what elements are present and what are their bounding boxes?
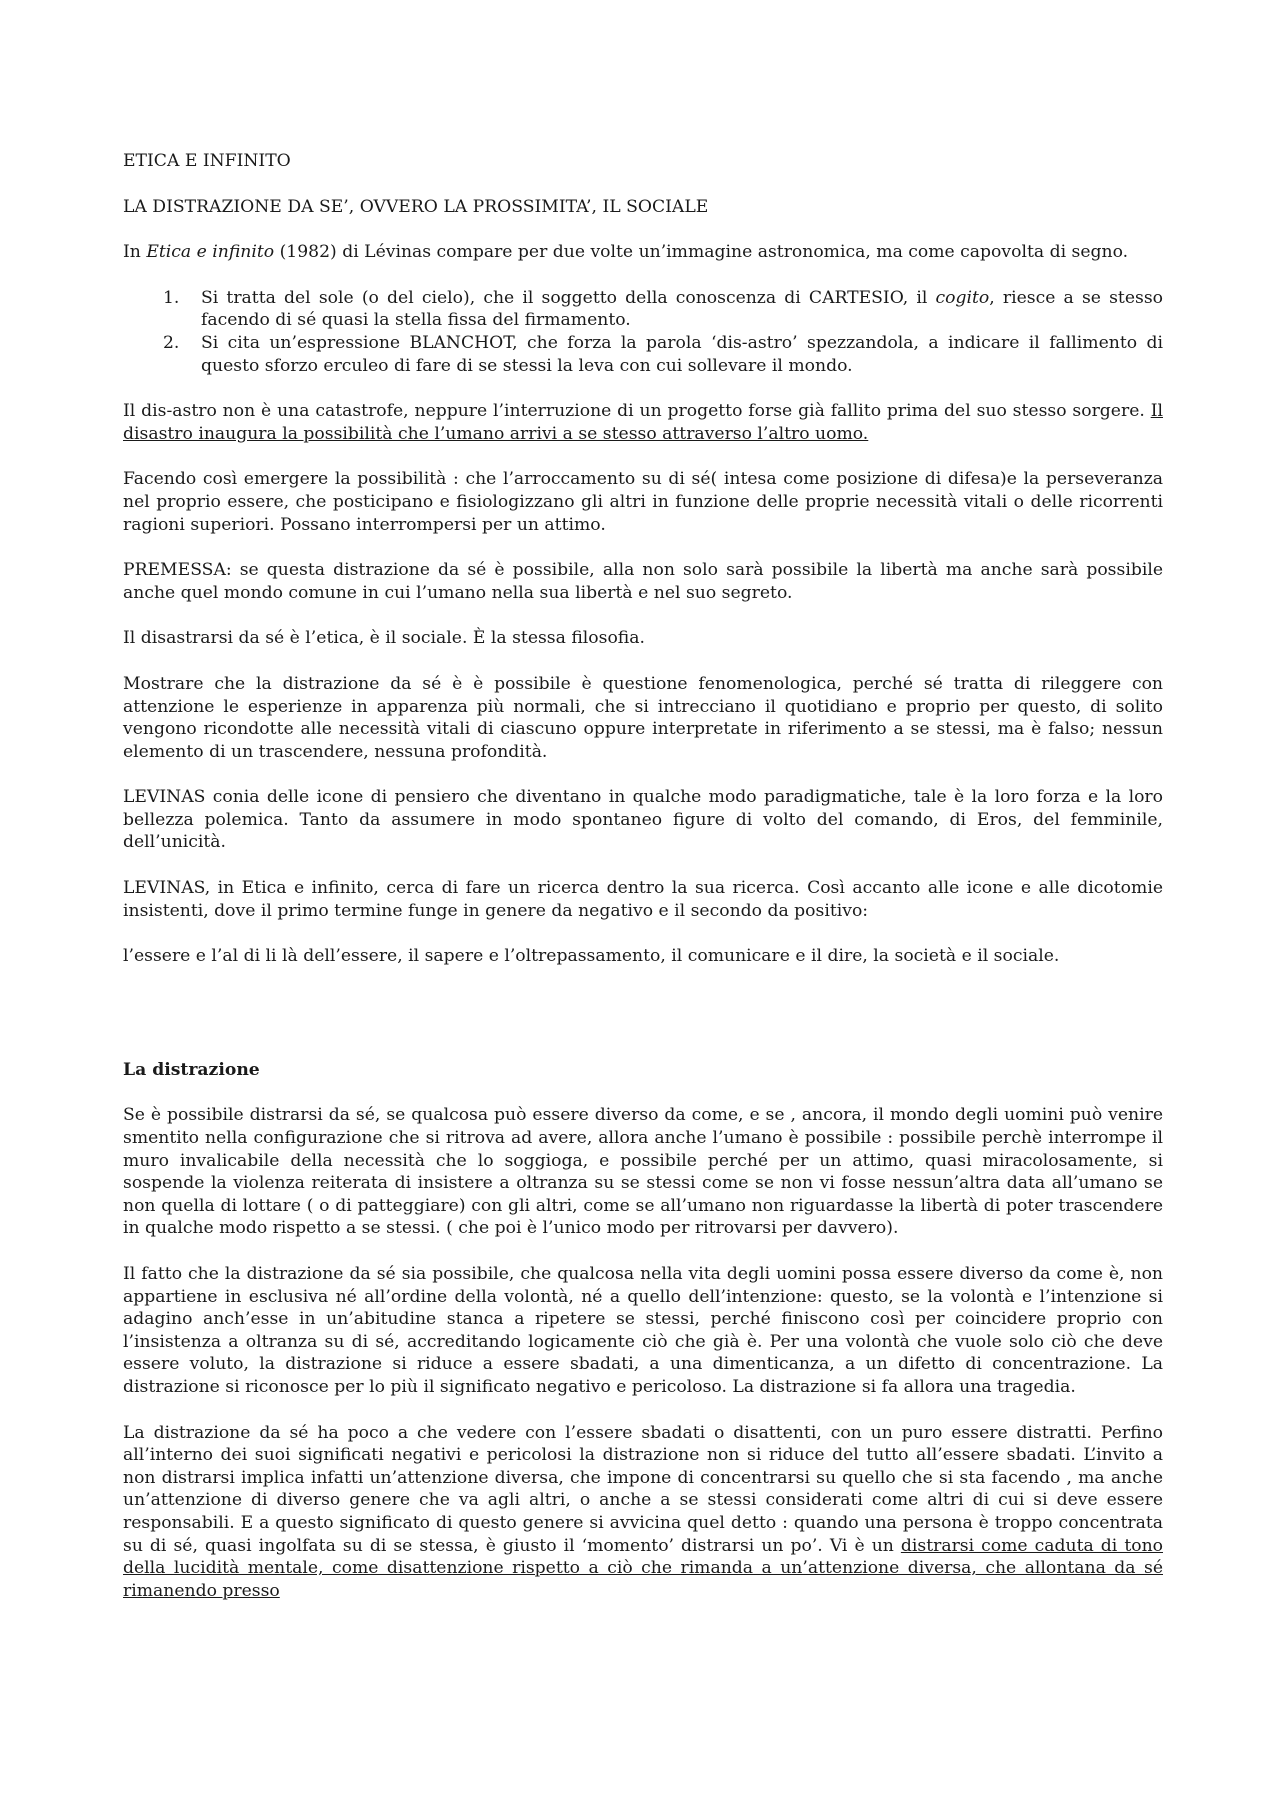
paragraph-text: Il dis-astro non è una catastrofe, neppure l’interruzione di un progetto forse già fallito prima del suo stesso sorgere. xyxy=(123,401,1151,422)
list-item xyxy=(123,332,1163,377)
section-paragraph-1: Se è possibile distrarsi da sé, se qualcosa può essere diverso da come, e se , ancora, il mondo degli uomini può venire smentito nella configurazione che si ritrova ad avere, allora anche l’umano è possibile : possibile perchè interrompe il muro invalicabile della necessità che lo soggioga, e possibile perché per un attimo, quasi miracolosamente, si sospende la violenza reiterata di insistere a oltranza su se stessi come se non vi fosse nessun’altra data all’umano se non quella di lottare ( o di patteggiare) con gli altri, come se all’umano non riguardasse la libertà di poter trascendere in qualche modo rispetto a se stessi. ( che poi è l’unico modo per ritrovarsi per davvero). xyxy=(123,1105,1163,1239)
paragraph-premessa: PREMESSA: se questa distrazione da sé è possibile, alla non solo sarà possibile la libertà ma anche sarà possibile anche quel mondo comune in cui l’umano nella sua libertà e nel suo segreto. xyxy=(123,560,1163,603)
section-heading: La distrazione xyxy=(123,1059,260,1080)
section-paragraph-3 xyxy=(123,1422,1163,1603)
numbered-list xyxy=(123,287,1163,377)
list-number: 2. xyxy=(163,332,180,353)
underlined-text: Il disastro inaugura la possibilità che l’umano arrivi a se stesso attraverso l’altro uomo. xyxy=(123,401,1163,444)
underlined-text: distrarsi come caduta di tono della lucidità mentale, come disattenzione rispetto a ciò che rimanda a un’attenzione diversa, che allontana da sé rimanendo presso xyxy=(123,1535,1163,1601)
paragraph-icone: LEVINAS conia delle icone di pensiero che diventano in qualche modo paradigmatiche, tale è la loro forza e la loro bellezza polemica. Tanto da assumere in modo spontaneo figure di volto del comando, di Eros, del femminile, dell’unicità. xyxy=(123,787,1163,853)
list-text-a: Si tratta del sole (o del cielo), che il soggetto della conoscenza di CARTESIO, il xyxy=(201,287,936,308)
list-text: Si cita un’espressione BLANCHOT, che forza la parola ‘dis-astro’ spezzandola, a indicare il fallimento di questo sforzo erculeo di fare di se stessi la leva con cui sollevare il mondo. xyxy=(201,332,1163,376)
paragraph-dicotomie: l’essere e l’al di li là dell’essere, il sapere e l’oltrepassamento, il comunicare e il dire, la società e il sociale. xyxy=(123,946,1060,967)
intro-text-a: In xyxy=(123,242,147,263)
section-spacer xyxy=(123,991,1163,1059)
paragraph-disastro xyxy=(123,400,1163,445)
document-page xyxy=(123,150,1163,1625)
doc-title: ETICA E INFINITO xyxy=(123,151,291,171)
paragraph-fenomenologica: Mostrare che la distrazione da sé è è possibile è questione fenomenologica, perché sé tratta di rileggere con attenzione le esperienze in apparenza più normali, che si intrecciano il quotidiano e proprio per questo, di solito vengono ricondotte alle necessità vitali di ciascuno oppure interpretate in riferimento a se stessi, ma è falso; nessun elemento di un trascendere, nessuna profondità. xyxy=(123,673,1163,762)
paragraph-text: La distrazione da sé ha poco a che vedere con l’essere sbadati o disattenti, con un puro essere distratti. Perfino all’interno dei suoi significati negativi e pericolosi la distrazione non si riduce del tutto all’essere sbadati. L’invito a non distrarsi implica infatti un’attenzione diversa, che impone di concentrarsi su quello che si sta facendo , ma anche un’attenzione di diverso genere che va agli altri, o anche a se stessi considerati come altri di cui si deve essere responsabili. E a questo significato di questo genere si avvicina quel detto : quando una persona è troppo concentrata su di sé, quasi ingolfata su di se stessa, è giusto il ‘momento’ distrarsi un po’. Vi è un xyxy=(123,1422,1163,1556)
list-number: 1. xyxy=(163,287,180,308)
section-paragraph-2: Il fatto che la distrazione da sé sia possibile, che qualcosa nella vita degli uomini possa essere diverso da come è, non appartiene in esclusiva né all’ordine della volontà, né a quello dell’intenzione: questo, se la volontà e l’intenzione si adagino anch’esse in un’abitudine stanca a ripetere se stessi, perché finiscono così per coincidere proprio con l’insistenza a oltranza su di sé, accreditando logicamente ciò che già è. Per una volontà che vuole solo ciò che deve essere voluto, la distrazione si riduce a essere sbadati, a una dimenticanza, a un difetto di concentrazione. La distrazione si riconosce per lo più il significato negativo e pericoloso. La distrazione si fa allora una tragedia. xyxy=(123,1264,1163,1397)
paragraph-possibilita: Facendo così emergere la possibilità : che l’arroccamento su di sé( intesa come posizione di difesa)e la perseveranza nel proprio essere, che posticipano e fisiologizzano gli altri in funzione delle proprie necessità vitali o delle ricorrenti ragioni superiori. Possano interrompersi per un attimo. xyxy=(123,469,1163,535)
paragraph-ricerca: LEVINAS, in Etica e infinito, cerca di fare un ricerca dentro la sua ricerca. Così accanto alle icone e alle dicotomie insistenti, dove il primo termine funge in genere da negativo e il secondo da positivo: xyxy=(123,878,1163,921)
intro-book-title: Etica e infinito xyxy=(146,242,275,263)
list-text-b: , riesce a se stesso facendo di sé quasi la stella fissa del firmamento. xyxy=(201,287,1163,331)
list-cogito: cogito xyxy=(935,287,990,308)
intro-paragraph xyxy=(123,241,1163,264)
intro-text-b: (1982) di Lévinas compare per due volte un’immagine astronomica, ma come capovolta di segno. xyxy=(274,242,1129,263)
paragraph-etica: Il disastrarsi da sé è l’etica, è il sociale. È la stessa filosofia. xyxy=(123,628,645,649)
doc-subtitle: LA DISTRAZIONE DA SE’, OVVERO LA PROSSIMITA’, IL SOCIALE xyxy=(123,196,709,217)
list-item xyxy=(123,287,1163,332)
